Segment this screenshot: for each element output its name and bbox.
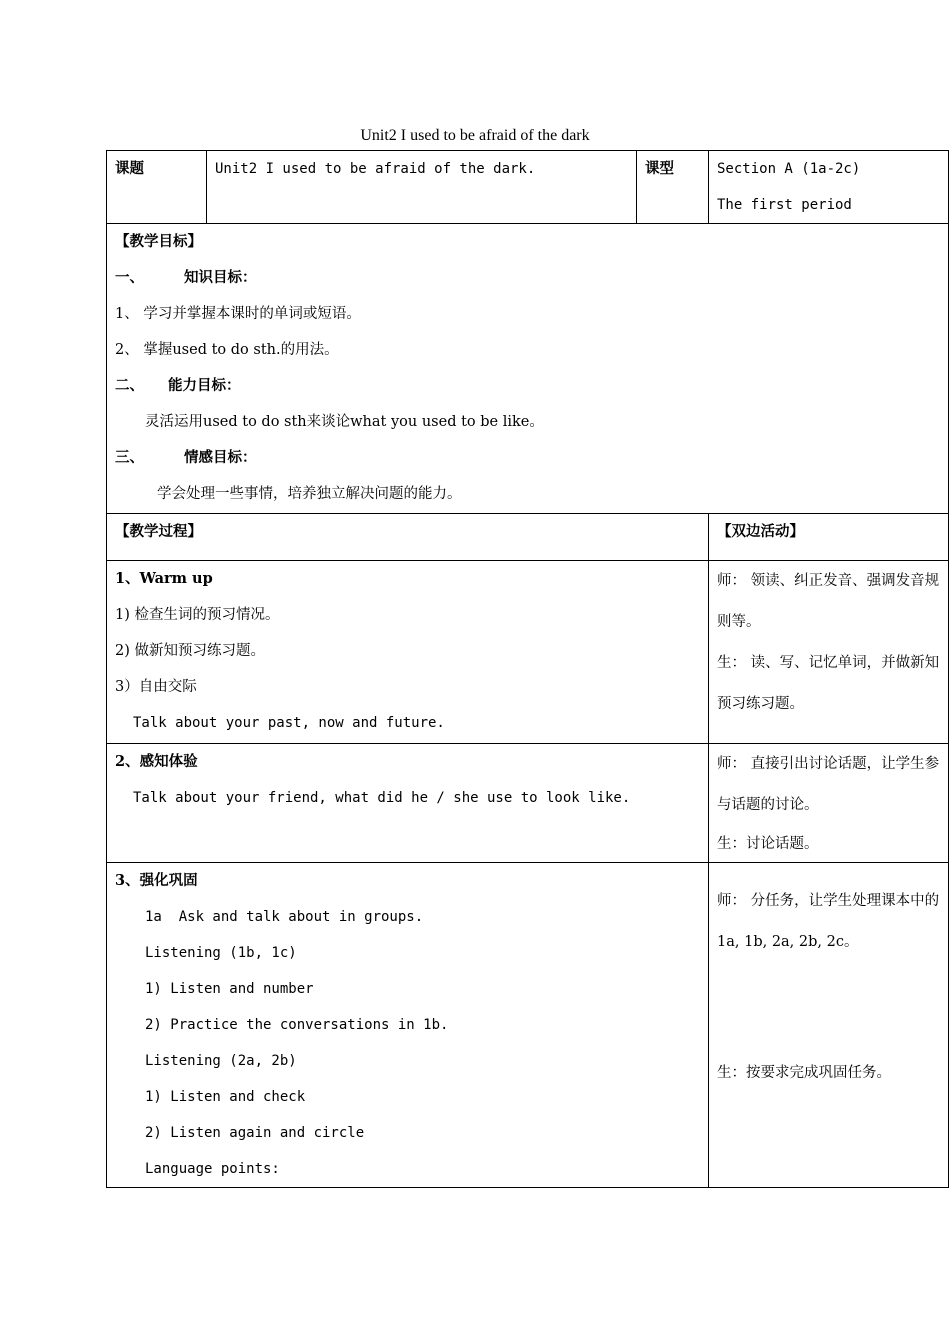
- emotion-goal-1: 学会处理一些事情，培养独立解决问题的能力。: [157, 486, 462, 502]
- step1-student-activity: 生： 读、写、记忆单词，并做新知预习练习题。: [717, 655, 940, 712]
- topic-value-cell: [207, 151, 637, 224]
- activity-spacer: [717, 863, 940, 881]
- step2-title: 2、感知体验: [115, 753, 198, 770]
- step2-item: Talk about your friend, what did he / she use to look like.: [133, 790, 631, 806]
- step3-item: Listening (1b, 1c): [145, 945, 297, 961]
- step2-activity-cell: [709, 744, 949, 863]
- step1-process-cell: [107, 561, 709, 744]
- knowledge-goal-label: 知识目标：: [184, 269, 257, 286]
- type-value-cell: [709, 151, 949, 224]
- topic-label-cell: [107, 151, 207, 224]
- step3-item: Language points:: [145, 1161, 280, 1177]
- step1-item: 2) 做新知预习练习题。: [115, 643, 265, 659]
- document-title: Unit2 I used to be afraid of the dark: [360, 127, 590, 144]
- ability-goal-number: 二、: [115, 377, 144, 394]
- process-heading: 【教学过程】: [115, 523, 202, 540]
- step3-teacher-activity: 师： 分任务，让学生处理课本中的1a, 1b, 2a, 2b, 2c。: [717, 893, 940, 950]
- step2-teacher-activity: 师： 直接引出讨论话题，让学生参与话题的讨论。: [717, 756, 940, 813]
- emotion-goal-number: 三、: [115, 449, 144, 466]
- topic-value: Unit2 I used to be afraid of the dark.: [215, 161, 536, 177]
- step1-activity-cell: [709, 561, 949, 744]
- header-row: [107, 151, 949, 224]
- topic-label: 课题: [115, 160, 144, 177]
- knowledge-goal-heading: [115, 260, 940, 296]
- step1-item: 3）自由交际: [115, 679, 197, 695]
- step2-student-activity: 生：讨论话题。: [717, 836, 819, 852]
- type-period: The first period: [717, 197, 852, 213]
- step1-item: 1) 检查生词的预习情况。: [115, 607, 280, 623]
- knowledge-goal-1: 1、 学习并掌握本课时的单词或短语。: [115, 306, 361, 322]
- type-label-cell: [637, 151, 709, 224]
- activity-heading-cell: [709, 514, 949, 561]
- step3-item: 1) Listen and check: [145, 1089, 306, 1105]
- step3-row: [107, 863, 949, 1188]
- step2-row: [107, 744, 949, 863]
- step3-item: Listening (2a, 2b): [145, 1053, 297, 1069]
- step3-item: 2) Listen again and circle: [145, 1125, 365, 1141]
- lesson-plan-table: [106, 150, 949, 1188]
- step1-title: 1、Warm up: [115, 570, 213, 587]
- step3-title: 3、强化巩固: [115, 872, 198, 889]
- step1-item: Talk about your past, now and future.: [133, 715, 445, 731]
- type-section: Section A (1a-2c): [717, 161, 861, 177]
- process-heading-row: [107, 514, 949, 561]
- ability-goal-label: 能力目标：: [168, 377, 241, 394]
- ability-goal-heading: [115, 368, 940, 404]
- goals-heading: 【教学目标】: [115, 233, 202, 250]
- knowledge-goal-2: 2、 掌握used to do sth.的用法。: [115, 342, 339, 358]
- goals-row: [107, 224, 949, 514]
- type-label: 课型: [645, 160, 674, 177]
- activity-heading: 【双边活动】: [717, 523, 804, 540]
- step3-item: 1a Ask and talk about in groups.: [145, 909, 424, 925]
- activity-spacer: [717, 963, 940, 1055]
- step3-process-cell: [107, 863, 709, 1188]
- step3-item: 1) Listen and number: [145, 981, 314, 997]
- step3-student-activity: 生：按要求完成巩固任务。: [717, 1065, 891, 1081]
- goals-cell: [107, 224, 949, 514]
- ability-goal-1: 灵活运用used to do sth来谈论what you used to be like。: [145, 414, 544, 430]
- step1-teacher-activity: 师： 领读、纠正发音、强调发音规则等。: [717, 573, 940, 630]
- emotion-goal-label: 情感目标：: [184, 449, 257, 466]
- step3-item: 2) Practice the conversations in 1b.: [145, 1017, 449, 1033]
- step3-activity-cell: [709, 863, 949, 1188]
- knowledge-goal-number: 一、: [115, 269, 144, 286]
- process-heading-cell: [107, 514, 709, 561]
- step1-row: [107, 561, 949, 744]
- emotion-goal-heading: [115, 440, 940, 476]
- step2-process-cell: [107, 744, 709, 863]
